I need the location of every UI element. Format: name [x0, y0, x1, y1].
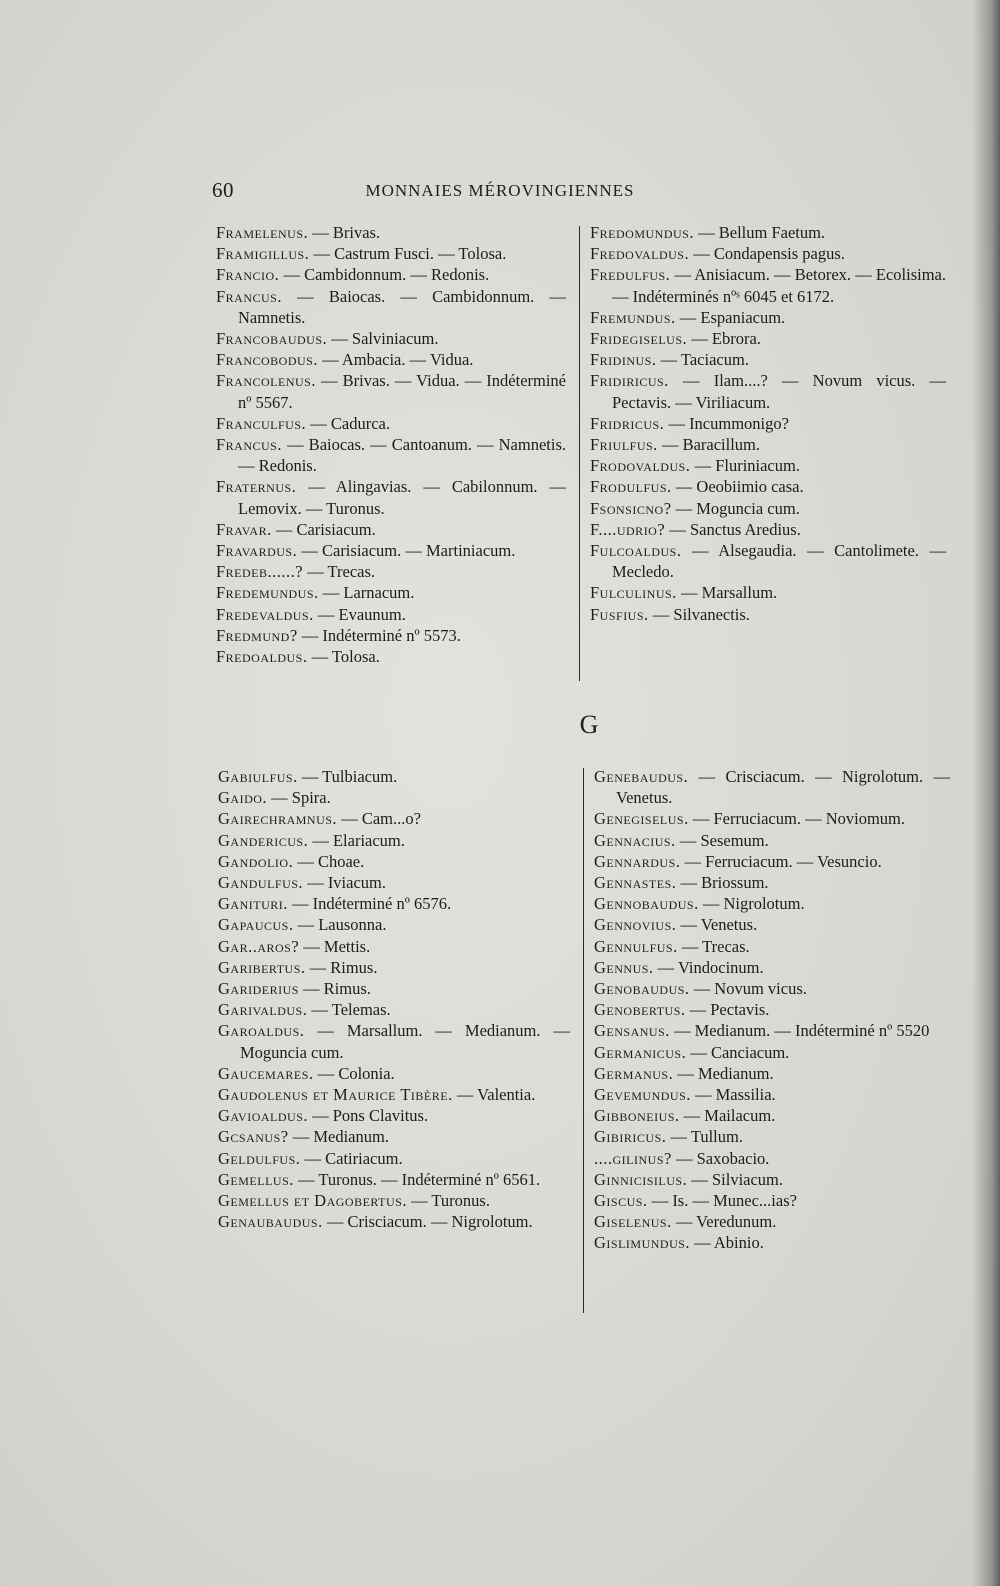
entry-name: Fusfius. — [590, 604, 649, 624]
entry-places: — Is. — Munec...ias? — [647, 1191, 797, 1211]
entry-places: — Tolosa. — [307, 647, 380, 667]
index-entry — [216, 625, 566, 646]
index-entry — [590, 328, 946, 349]
entry-places: — Silviacum. — [687, 1169, 784, 1189]
index-entry — [218, 1148, 570, 1169]
entry-places: — Valentia. — [452, 1085, 536, 1105]
entry-name: Gandolio. — [218, 851, 294, 871]
index-entry — [590, 455, 946, 476]
entry-name: Genegiselus. — [594, 809, 689, 829]
entry-name: Fredulfus. — [590, 265, 671, 285]
entry-places: — Choae. — [293, 851, 365, 871]
entry-name: Gensanus. — [594, 1021, 670, 1041]
entry-places: — Brivas. — [308, 223, 381, 242]
entry-places: — Baracillum. — [657, 435, 760, 455]
index-entry — [590, 476, 946, 497]
entry-places: — Indéterminé nº 5573. — [297, 625, 461, 645]
index-entry — [218, 978, 570, 999]
entry-name: Ganituri. — [218, 894, 288, 914]
entry-name: Francolenus. — [216, 371, 316, 391]
entry-name: Germanicus. — [594, 1042, 687, 1062]
entry-name: Garivaldus. — [218, 1000, 308, 1020]
index-entry — [590, 370, 946, 412]
index-entry — [594, 1105, 950, 1126]
entry-name: Genebaudus. — [594, 767, 689, 786]
entry-places: — Ferruciacum. — Noviomum. — [688, 809, 905, 829]
index-entry — [218, 936, 570, 957]
entry-name: Fulculinus. — [590, 583, 677, 603]
entry-name: Gislimundus. — [594, 1233, 691, 1253]
entry-name: Francus. — [216, 286, 282, 306]
entry-name: Gar..aros? — [218, 936, 300, 956]
index-entry — [594, 914, 950, 935]
entry-places: — Lausonna. — [293, 915, 387, 935]
entry-name: Fredomundus. — [590, 223, 694, 242]
entry-name: Gennacius. — [594, 830, 676, 850]
entry-places: — Indéterminé nº 6576. — [287, 894, 452, 914]
entry-places: — Medianum. — [288, 1127, 389, 1147]
entry-name: Gennobaudus. — [594, 894, 699, 914]
entry-name: Geldulfus. — [218, 1148, 301, 1168]
entry-places: — Turonus. — Indéterminé nº 6561. — [293, 1169, 541, 1189]
column-top-left — [216, 222, 566, 667]
index-entry — [590, 519, 946, 540]
index-entry — [594, 999, 950, 1020]
entry-name: Franculfus. — [216, 413, 307, 433]
entry-name: Gennastes. — [594, 873, 677, 893]
index-entry — [594, 1042, 950, 1063]
index-entry — [590, 264, 946, 306]
index-entry — [218, 893, 570, 914]
entry-places: — Pectavis. — [685, 1000, 770, 1020]
entry-places: — Trecas. — [303, 562, 376, 582]
entry-name: Gaudolenus et Maurice Tibère. — [218, 1085, 453, 1105]
entry-name: Genobaudus. — [594, 979, 690, 999]
entry-name: Genobertus. — [594, 1000, 686, 1020]
entry-places: — Trecas. — [677, 936, 750, 956]
entry-places: — Moguncia cum. — [671, 498, 800, 518]
entry-name: Giscus. — [594, 1191, 648, 1211]
index-entry — [218, 999, 570, 1020]
entry-places: — Catiriacum. — [300, 1148, 403, 1168]
index-entry — [216, 328, 566, 349]
entry-places: — Anisiacum. — Betorex. — Ecolisima. — Indéterminés nºˢ 6045 et 6172. — [612, 265, 946, 306]
entry-places: — Baiocas. — Cantoanum. — Namnetis. — Redonis. — [238, 435, 566, 476]
index-entry — [594, 1232, 950, 1253]
entry-name: Gabiulfus. — [218, 767, 298, 786]
entry-name: Gemellus et Dagobertus. — [218, 1191, 407, 1211]
entry-name: Fravardus. — [216, 541, 298, 561]
index-entry — [218, 957, 570, 978]
entry-name: Gaucemares. — [218, 1063, 314, 1083]
index-entry — [216, 582, 566, 603]
entry-places: — Bellum Faetum. — [693, 223, 826, 242]
entry-name: ....gilinus? — [594, 1148, 672, 1168]
entry-places: — Carisiacum. — Martiniacum. — [297, 541, 516, 561]
entry-places: — Ambacia. — Vidua. — [317, 350, 474, 370]
entry-places: — Fluriniacum. — [690, 456, 800, 476]
entry-name: Fulcoaldus. — [590, 541, 682, 561]
index-entry — [216, 540, 566, 561]
index-entry — [594, 1020, 950, 1041]
entry-places: — Sesemum. — [675, 830, 769, 850]
entry-places: — Crisciacum. — Nigrolotum. — Venetus. — [616, 767, 950, 808]
index-entry — [216, 243, 566, 264]
entry-name: Fravar. — [216, 519, 272, 539]
index-entry — [216, 519, 566, 540]
index-entry — [216, 604, 566, 625]
entry-name: Fredemundus. — [216, 583, 319, 603]
entry-name: Fridricus. — [590, 413, 665, 433]
entry-places: — Oeobiimio casa. — [671, 477, 804, 497]
entry-places: — Venetus. — [676, 915, 758, 935]
entry-places: — Carisiacum. — [271, 519, 376, 539]
entry-name: F....udrio? — [590, 519, 666, 539]
index-entry — [590, 604, 946, 625]
entry-name: Francus. — [216, 435, 282, 455]
entry-places: — Baiocas. — Cambidonnum. — Namnetis. — [238, 286, 566, 327]
index-entry — [590, 222, 946, 243]
index-entry — [594, 808, 950, 829]
index-entry — [594, 872, 950, 893]
index-entry — [594, 1211, 950, 1232]
entry-places: — Turonus. — [406, 1191, 490, 1211]
entry-name: Fredoaldus. — [216, 647, 308, 667]
entry-places: — Marsallum. — [676, 583, 778, 603]
entry-name: Gennus. — [594, 957, 654, 977]
entry-name: Garibertus. — [218, 957, 306, 977]
index-entry — [218, 1105, 570, 1126]
index-entry — [218, 808, 570, 829]
entry-places: — Alsegaudia. — Cantolimete. — Mecledo. — [612, 541, 946, 582]
index-entry — [216, 434, 566, 476]
index-entry — [218, 787, 570, 808]
column-divider-top — [579, 226, 580, 681]
entry-places: — Crisciacum. — Nigrolotum. — [322, 1212, 533, 1232]
index-entry — [216, 476, 566, 518]
index-entry — [590, 413, 946, 434]
index-entry — [590, 498, 946, 519]
index-entry — [216, 349, 566, 370]
entry-places: — Nigrolotum. — [698, 894, 805, 914]
index-entry — [594, 1169, 950, 1190]
entry-places: — Vindocinum. — [653, 957, 764, 977]
entry-places: — Condapensis pagus. — [689, 244, 845, 264]
entry-name: Fredovaldus. — [590, 244, 690, 264]
entry-places: — Ebrora. — [687, 329, 761, 349]
index-entry — [594, 978, 950, 999]
index-entry — [216, 370, 566, 412]
entry-places: — Telemas. — [307, 1000, 391, 1020]
entry-name: Fsonsicno? — [590, 498, 672, 518]
index-entry — [218, 1211, 570, 1232]
entry-name: Fredeb......? — [216, 562, 304, 582]
entry-name: Francio. — [216, 265, 280, 285]
entry-places: — Mettis. — [299, 936, 371, 956]
entry-places: — Taciacum. — [656, 350, 749, 370]
entry-places: — Elariacum. — [308, 830, 405, 850]
entry-places: — Pons Clavitus. — [308, 1106, 429, 1126]
entry-places: — Colonia. — [313, 1063, 395, 1083]
running-title: MONNAIES MÉROVINGIENNES — [365, 181, 635, 200]
entry-name: Fraternus. — [216, 477, 297, 497]
entry-name: Fremundus. — [590, 307, 676, 327]
entry-places: — Cambidonnum. — Redonis. — [279, 265, 490, 285]
entry-name: Francobaudus. — [216, 329, 328, 349]
index-entry — [218, 914, 570, 935]
column-bottom-right — [594, 766, 950, 1254]
index-entry — [216, 646, 566, 667]
index-entry — [590, 434, 946, 455]
entry-name: Gapaucus. — [218, 915, 294, 935]
index-entry — [218, 1126, 570, 1147]
column-divider-bottom — [583, 768, 584, 1313]
entry-name: Gennulfus. — [594, 936, 678, 956]
entry-name: Gevemundus. — [594, 1085, 691, 1105]
entry-name: Fridegiselus. — [590, 329, 688, 349]
index-entry — [594, 766, 950, 808]
entry-places: — Brivas. — Vidua. — Indéterminé nº 5567. — [238, 371, 566, 412]
entry-name: Gaido. — [218, 788, 268, 808]
entry-name: Gibboneius. — [594, 1106, 680, 1126]
entry-places: — Incummonigo? — [664, 413, 789, 433]
index-entry — [594, 1126, 950, 1147]
entry-places: — Ilam....? — Novum vicus. — Pectavis. — Viriliacum. — [612, 371, 946, 412]
index-entry — [590, 540, 946, 582]
index-entry — [216, 413, 566, 434]
column-bottom-left — [218, 766, 570, 1232]
entry-name: Ginnicisilus. — [594, 1169, 688, 1189]
index-entry — [218, 1063, 570, 1084]
index-entry — [216, 264, 566, 285]
entry-places: — Massilia. — [690, 1085, 776, 1105]
entry-name: Gennardus. — [594, 851, 681, 871]
entry-places: — Alingavias. — Cabilonnum. — Lemovix. — Turonus. — [238, 477, 566, 518]
index-entry — [594, 851, 950, 872]
entry-places: — Medianum. — Indéterminé nº 5520 — [669, 1021, 930, 1041]
index-entry — [594, 1084, 950, 1105]
entry-places: — Mailacum. — [679, 1106, 776, 1126]
entry-name: Giselenus. — [594, 1212, 672, 1232]
entry-places: — Briossum. — [676, 873, 769, 893]
index-entry — [594, 957, 950, 978]
index-entry — [590, 243, 946, 264]
entry-name: Frodulfus. — [590, 477, 672, 497]
entry-places: — Silvanectis. — [648, 604, 750, 624]
entry-name: Frodovaldus. — [590, 456, 691, 476]
index-entry — [590, 582, 946, 603]
index-entry — [594, 830, 950, 851]
index-entry — [218, 1084, 570, 1105]
entry-places: — Rimus. — [298, 979, 371, 999]
entry-places: — Rimus. — [305, 957, 378, 977]
entry-places: — Espaniacum. — [675, 307, 786, 327]
entry-places: — Evaunum. — [313, 604, 406, 624]
entry-places: — Marsallum. — Medianum. — Moguncia cum. — [240, 1021, 570, 1062]
entry-name: Francobodus. — [216, 350, 318, 370]
entry-name: Framelenus. — [216, 223, 309, 242]
entry-name: Gennovius. — [594, 915, 677, 935]
index-entry — [590, 307, 946, 328]
entry-places: — Medianum. — [673, 1063, 774, 1083]
index-entry — [216, 222, 566, 243]
entry-name: Gandericus. — [218, 830, 309, 850]
entry-places: — Cadurca. — [306, 413, 391, 433]
page-spine-shadow — [972, 0, 1000, 1586]
entry-name: Genaubaudus. — [218, 1212, 323, 1232]
entry-name: Friulfus. — [590, 435, 658, 455]
entry-name: Fredmund? — [216, 625, 298, 645]
entry-name: Gibiricus. — [594, 1127, 667, 1147]
entry-name: Gavioaldus. — [218, 1106, 308, 1126]
column-top-right — [590, 222, 946, 625]
index-entry — [216, 286, 566, 328]
index-entry — [590, 349, 946, 370]
entry-places: — Tullum. — [666, 1127, 743, 1147]
section-letter-heading: G — [579, 710, 599, 739]
entry-name: Garoaldus. — [218, 1021, 305, 1041]
entry-name: Germanus. — [594, 1063, 674, 1083]
entry-name: Gandulfus. — [218, 873, 304, 893]
entry-name: Fridinus. — [590, 350, 657, 370]
entry-name: Gcsanus? — [218, 1127, 289, 1147]
entry-name: Gariderius — [218, 979, 299, 999]
index-entry — [218, 1020, 570, 1062]
entry-places: — Larnacum. — [318, 583, 415, 603]
entry-name: Framigillus. — [216, 244, 310, 264]
entry-places: — Tulbiacum. — [297, 767, 398, 786]
index-entry — [594, 1063, 950, 1084]
entry-places: — Saxobacio. — [671, 1148, 770, 1168]
index-entry — [218, 851, 570, 872]
entry-places: — Ferruciacum. — Vesuncio. — [680, 851, 882, 871]
index-entry — [216, 561, 566, 582]
entry-places: — Salviniacum. — [327, 329, 439, 349]
index-entry — [218, 766, 570, 787]
index-entry — [218, 830, 570, 851]
entry-places: — Abinio. — [690, 1233, 764, 1253]
index-entry — [218, 1190, 570, 1211]
index-entry — [594, 893, 950, 914]
entry-places: — Sanctus Aredius. — [665, 519, 801, 539]
index-entry — [594, 1190, 950, 1211]
entry-places: — Novum vicus. — [689, 979, 807, 999]
entry-places: — Cam...o? — [337, 809, 421, 829]
page-number: 60 — [212, 178, 234, 202]
entry-places: — Iviacum. — [303, 873, 386, 893]
entry-name: Fridiricus. — [590, 371, 669, 391]
entry-name: Gairechramnus. — [218, 809, 338, 829]
entry-places: — Veredunum. — [671, 1212, 777, 1232]
index-entry — [594, 1148, 950, 1169]
entry-places: — Spira. — [267, 788, 331, 808]
entry-name: Fredevaldus. — [216, 604, 314, 624]
index-entry — [218, 872, 570, 893]
entry-places: — Canciacum. — [686, 1042, 790, 1062]
entry-name: Gemellus. — [218, 1169, 294, 1189]
index-entry — [218, 1169, 570, 1190]
index-entry — [594, 936, 950, 957]
entry-places: — Castrum Fusci. — Tolosa. — [309, 244, 507, 264]
